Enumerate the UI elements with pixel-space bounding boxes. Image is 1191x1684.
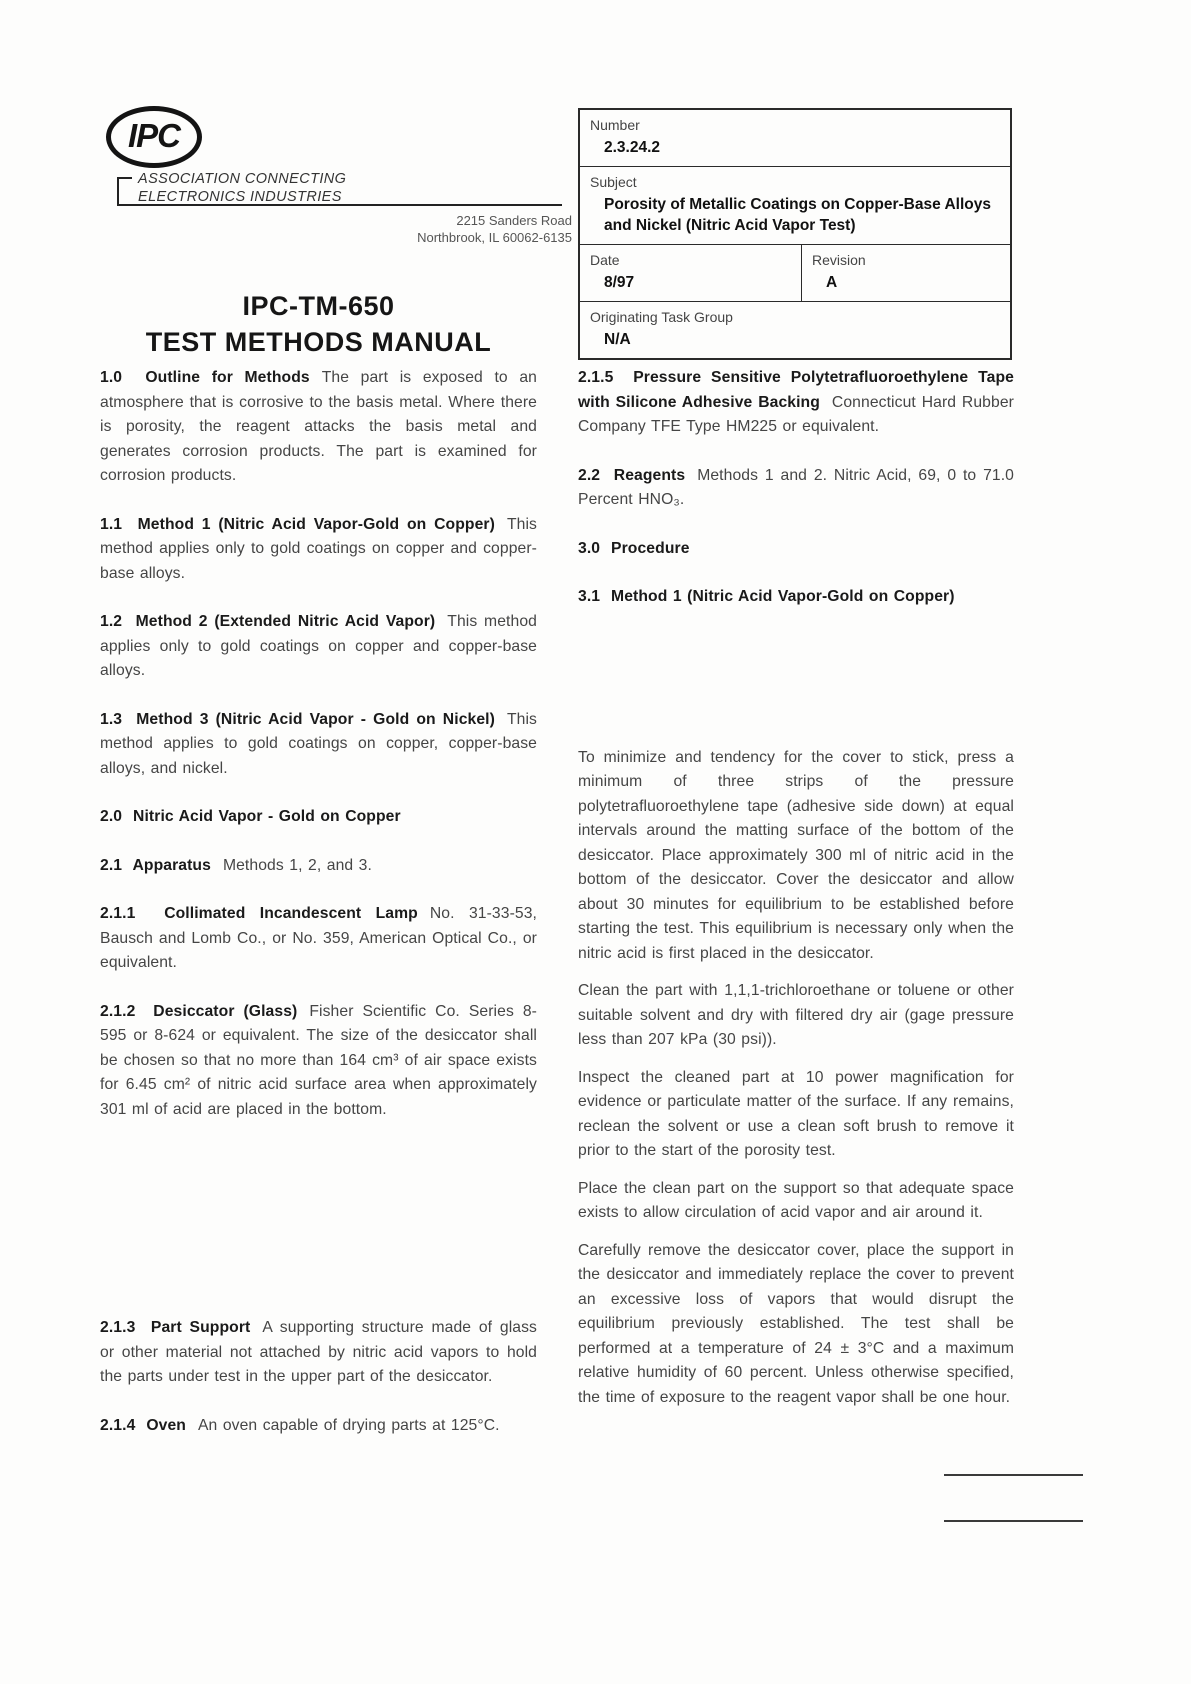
procedure-paragraph-2: Clean the part with 1,1,1-trichloroethane or toluene or other suitable solvent and dry with filtered dry air (gage pressure less than 207 kPa (30 psi)). bbox=[578, 982, 1014, 1048]
spec-info-box bbox=[578, 108, 1012, 360]
section-3-0: 3.0 Procedure bbox=[578, 539, 690, 557]
tagline-line1: ASSOCIATION CONNECTING bbox=[138, 171, 347, 187]
date-label: Date bbox=[590, 252, 620, 268]
footnote-rule-2 bbox=[944, 1520, 1083, 1522]
document-title-line1: IPC-TM-650 bbox=[242, 291, 395, 321]
revision-value: A bbox=[826, 274, 838, 291]
tagline-line2: ELECTRONICS INDUSTRIES bbox=[138, 189, 342, 205]
procedure-paragraph-1: To minimize and tendency for the cover to stick, press a minimum of three strips of the pressure polytetrafluoroethylene tape (adhesive side down) at equal intervals around the matting surface of the bottom of the desiccator. Place approximately 300 ml of nitric acid in the bottom of the desiccator. Cover the desiccator and allow about 30 minutes for equilibrium to be established before starting the test. This equilibrium is necessary only when the nitric acid is first placed in the desiccator. bbox=[578, 748, 1014, 962]
footnote-rule-1 bbox=[944, 1474, 1083, 1476]
address-line2: Northbrook, IL 60062-6135 bbox=[417, 230, 572, 245]
date-value: 8/97 bbox=[604, 274, 635, 291]
header-rule bbox=[117, 204, 562, 206]
address-block bbox=[140, 212, 572, 246]
task-group-label: Originating Task Group bbox=[590, 309, 733, 325]
info-task-group-row bbox=[580, 302, 1010, 358]
section-2-0: 2.0 Nitric Acid Vapor - Gold on Copper bbox=[100, 808, 401, 825]
ipc-logo bbox=[106, 106, 202, 168]
tagline-bracket bbox=[117, 177, 132, 205]
subject-value: Porosity of Metallic Coatings on Copper-Base Alloys and Nickel (Nitric Acid Vapor Test) bbox=[604, 196, 991, 234]
task-group-value: N/A bbox=[604, 331, 631, 348]
revision-cell bbox=[802, 245, 1010, 301]
left-column bbox=[100, 366, 537, 1462]
section-2-1: 2.1 Apparatus Methods 1, 2, and 3. bbox=[100, 856, 372, 874]
left-column-gap bbox=[100, 1146, 537, 1316]
info-date-revision-row bbox=[580, 245, 1010, 302]
association-tagline bbox=[138, 170, 558, 206]
section-1-1: 1.1 Method 1 (Nitric Acid Vapor-Gold on Copper) This method applies only to gold coatings on copper and copper-base alloys. bbox=[100, 515, 538, 582]
procedure-paragraph-4: Place the clean part on the support so that adequate space exists to allow circulation of acid vapor and air around it. bbox=[578, 1179, 1014, 1221]
section-3-1: 3.1 Method 1 (Nitric Acid Vapor-Gold on Copper) bbox=[578, 588, 955, 605]
procedure-paragraph-5: Carefully remove the desiccator cover, place the support in the desiccator and immediately replace the cover to prevent an excessive loss of vapors that would disrupt the equilibrium previously established. The test shall be performed at a temperature of 24 ± 3°C and a maximum relative humidity of 60 percent. Unless otherwise specified, the time of exposure to the reagent vapor shall be one hour. bbox=[578, 1241, 1014, 1406]
procedure-paragraph-3: Inspect the cleaned part at 10 power magnification for evidence or particulate matter of the surface. If any remains, reclean the solvent or use a clean soft brush to remove it prior to the start of the porosity test. bbox=[578, 1068, 1014, 1159]
subject-label: Subject bbox=[590, 174, 637, 190]
section-1-0: 1.0 Outline for Methods The part is exposed to an atmosphere that is corrosive to the basis metal. Where there is porosity, the reagent attacks the basis metal and generates corrosion products. The part is examined for corrosion products. bbox=[100, 369, 537, 484]
section-1-3: 1.3 Method 3 (Nitric Acid Vapor - Gold on Nickel) This method applies to gold coatings on copper, copper-base alloys, and nickel. bbox=[100, 710, 537, 777]
document-title-line2: TEST METHODS MANUAL bbox=[145, 327, 492, 357]
address-line1: 2215 Sanders Road bbox=[456, 213, 572, 228]
info-subject-row bbox=[580, 167, 1010, 245]
right-column bbox=[578, 366, 1014, 1423]
section-2-1-5: 2.1.5 Pressure Sensitive Polytetrafluoroethylene Tape with Silicone Adhesive Backing Connecticut Hard Rubber Company TFE Type HM225 or equivalent. bbox=[578, 369, 1014, 435]
section-1-2: 1.2 Method 2 (Extended Nitric Acid Vapor) This method applies only to gold coatings on copper and copper-base alloys. bbox=[100, 613, 537, 679]
section-2-2: 2.2 Reagents Methods 1 and 2. Nitric Acid, 69, 0 to 71.0 Percent HNO₃. bbox=[578, 466, 1015, 508]
section-2-1-2: 2.1.2 Desiccator (Glass) Fisher Scientific Co. Series 8-595 or 8-624 or equivalent. The size of the desiccator shall be chosen so that no more than 164 cm³ of air space exists for 6.45 cm² of nitric acid surface area when approximately 301 ml of acid are placed in the bottom. bbox=[100, 1002, 537, 1118]
section-2-1-4: 2.1.4 Oven An oven capable of drying parts at 125°C. bbox=[100, 1416, 500, 1434]
document-title bbox=[100, 288, 537, 360]
right-column-gap bbox=[578, 634, 1014, 746]
number-label: Number bbox=[590, 117, 640, 133]
date-cell bbox=[580, 245, 802, 301]
section-2-1-1: 2.1.1 Collimated Incandescent Lamp No. 31-33-53, Bausch and Lomb Co., or No. 359, American Optical Co., or equivalent. bbox=[100, 905, 538, 971]
revision-label: Revision bbox=[812, 252, 866, 268]
number-value: 2.3.24.2 bbox=[604, 139, 661, 156]
info-number-row bbox=[580, 110, 1010, 167]
ipc-logo-text: IPC bbox=[127, 117, 180, 154]
section-2-1-3: 2.1.3 Part Support A supporting structure made of glass or other material not attached by nitric acid vapors to hold the parts under test in the upper part of the desiccator. bbox=[100, 1319, 537, 1385]
